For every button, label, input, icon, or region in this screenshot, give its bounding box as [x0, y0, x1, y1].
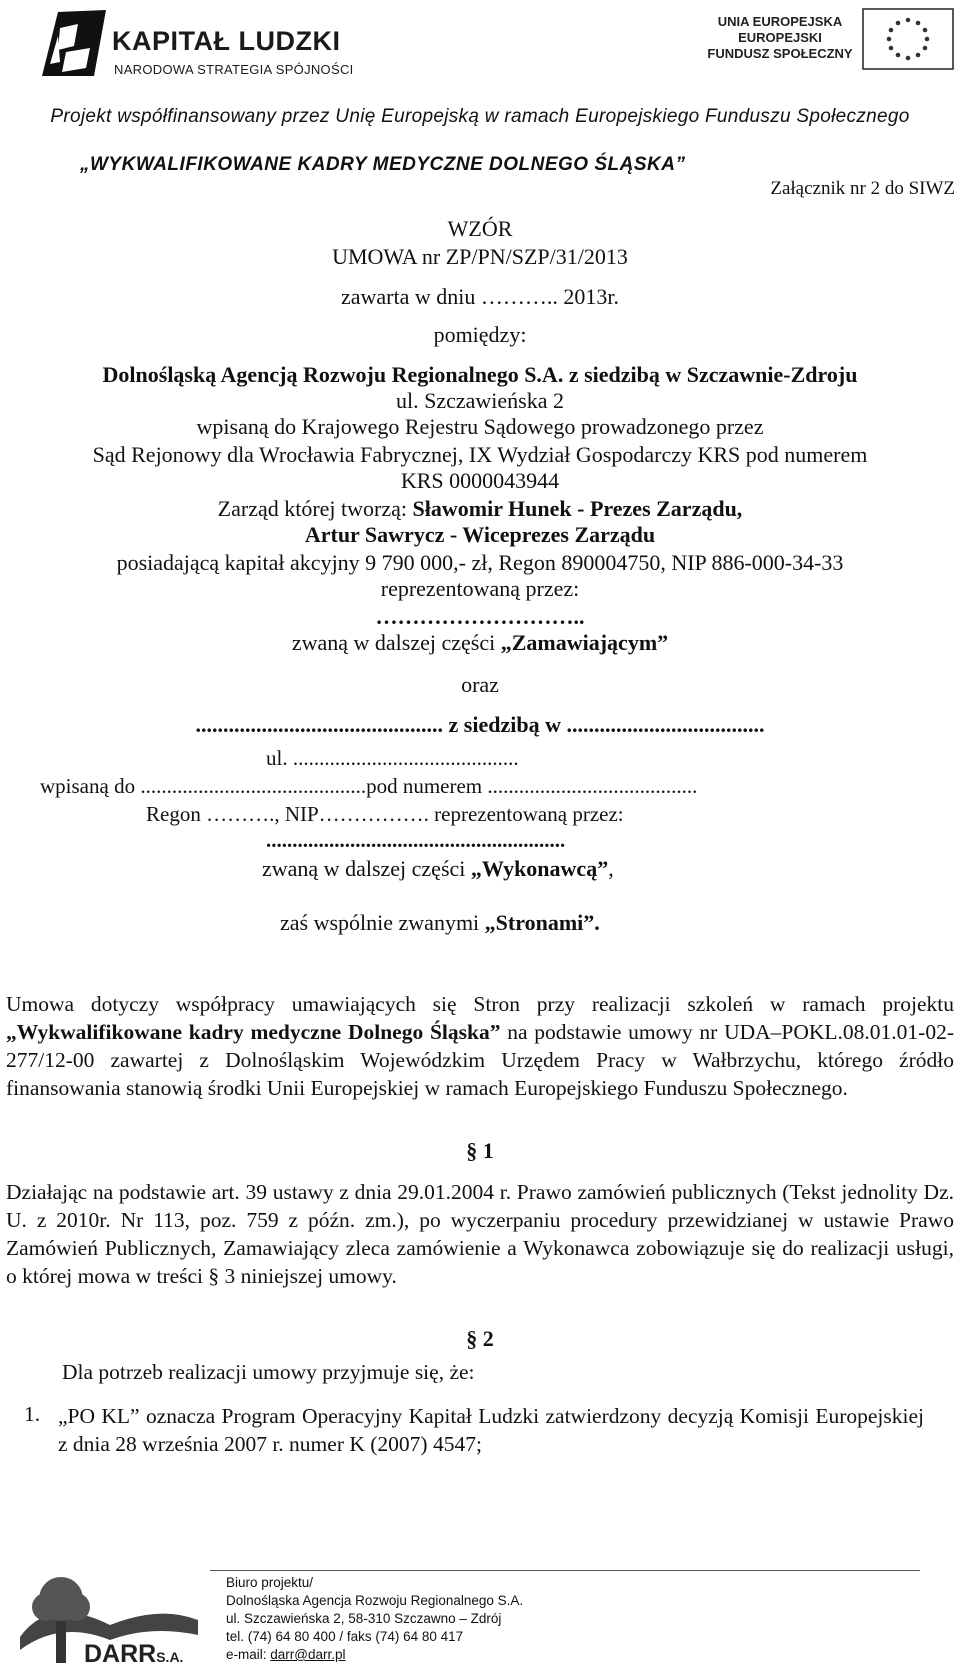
party2-regon-nip: Regon ………., NIP……………. reprezentowaną przez:: [146, 802, 624, 826]
called-prefix-2: zwaną w dalszej części: [262, 856, 471, 881]
ue-logo-line3: FUNDUSZ SPOŁECZNY: [707, 46, 853, 61]
party1-krs: KRS 0000043944: [400, 468, 560, 493]
intro-part1: Umowa dotyczy współpracy umawiających się Stron przy realizacji szkoleń w ramach projektu: [6, 992, 954, 1016]
called-prefix: zwaną w dalszej części: [291, 630, 501, 655]
party2-dots: .........................................................: [266, 828, 566, 852]
project-cofunded-line: Projekt współfinansowany przez Unię Europejską w ramach Europejskiego Funduszu Społecznego: [50, 106, 910, 127]
darr-logo-text: [84, 1640, 183, 1669]
party1-represented: reprezentowaną przez:: [380, 576, 580, 601]
called-zamawiajacy: „Zamawiającym”: [500, 630, 669, 655]
footer-line4: tel. (74) 64 80 400 / faks (74) 64 80 417: [226, 1629, 464, 1644]
footer-line2: Dolnośląska Agencja Rozwoju Regionalnego S.A.: [226, 1593, 524, 1608]
party1-board-line1: [0, 496, 960, 522]
party1-register-line1: wpisaną do Krajowego Rejestru Sądowego prowadzonego przez: [196, 414, 764, 439]
wzor-label: WZÓR: [447, 216, 513, 241]
darr-text: DARR: [84, 1640, 157, 1668]
footer-line3: ul. Szczawieńska 2, 58-310 Szczawno – Zdrój: [226, 1611, 502, 1626]
project-title: „WYKWALIFIKOWANE KADRY MEDYCZNE DOLNEGO ŚLĄSKA”: [80, 154, 686, 175]
footer-line1: Biuro projektu/: [226, 1575, 314, 1590]
board-member-2: Artur Sawrycz - Wiceprezes Zarządu: [304, 522, 656, 547]
section1-heading: § 1: [466, 1138, 494, 1163]
jointly-stronami: „Stronami”.: [484, 910, 600, 935]
agreement-date: zawarta w dniu ……….. 2013r.: [341, 284, 619, 309]
party1-street: ul. Szczawieńska 2: [396, 388, 564, 413]
board-prefix: Zarząd której tworzą:: [217, 496, 413, 521]
kapital-ludzki-subtitle: NARODOWA STRATEGIA SPÓJNOŚCI: [114, 62, 354, 77]
footer-divider: [210, 1570, 920, 1571]
kapital-ludzki-emblem-icon: [38, 6, 110, 80]
agreement-number: UMOWA nr ZP/PN/SZP/31/2013: [332, 244, 628, 269]
section1-paragraph: Działając na podstawie art. 39 ustawy z dnia 29.01.2004 r. Prawo zamówień publicznych (Tekst jednolity Dz. U. z 2010r. Nr 113, poz. 759 z późn. zm.), po wyczerpaniu procedury przewidzianej w ustawie Prawo Zamówień Publicznych, Zamawiający zleca zamówienie a Wykonawca zobowiązuje się do realizacji usługi, o której mowa w treści § 3 niniejszej umowy.: [6, 1180, 954, 1288]
kapital-ludzki-title: KAPITAŁ LUDZKI: [112, 26, 341, 56]
parties-jointly: [280, 910, 600, 936]
darr-suffix: S.A.: [156, 1649, 184, 1665]
jointly-prefix: zaś wspólnie zwanymi: [280, 910, 485, 935]
party1-name: Dolnośląską Agencją Rozwoju Regionalnego S.A. z siedzibą w Szczawnie-Zdroju: [102, 362, 858, 387]
email-label: e-mail:: [226, 1647, 271, 1662]
eu-flag-icon: [862, 8, 954, 70]
party1-register-line2: Sąd Rejonowy dla Wrocławia Fabrycznej, IX Wydział Gospodarczy KRS pod numerem: [92, 442, 868, 467]
section1-text: [6, 1178, 954, 1290]
section2-item1-text: „PO KL” oznacza Program Operacyjny Kapitał Ludzki zatwierdzony decyzją Komisji Europejskiej z dnia 28 września 2007 r. numer K (2007) 4547;: [58, 1404, 924, 1456]
party2-seat: ............................................. z siedzibą w ....................................: [195, 712, 765, 737]
intro-part2: na podstawie umowy nr UDA–POKL.08.01.01-02-277/12-00 zawartej z Dolnośląskim Wojewódzkim Urzędem Pracy w Wałbrzychu, którego źródło finansowania stanowią środki Unii Europejskiej w ramach Europejskiego Funduszu Społecznego.: [6, 1020, 954, 1100]
email-link[interactable]: darr@darr.pl: [270, 1647, 346, 1662]
attachment-label: Załącznik nr 2 do SIWZ: [770, 178, 955, 199]
ue-logo-line2: EUROPEJSKI: [738, 30, 822, 45]
board-member-1: Sławomir Hunek - Prezes Zarządu,: [412, 496, 743, 521]
party1-capital: posiadającą kapitał akcyjny 9 790 000,- zł, Regon 890004750, NIP 886-000-34-33: [116, 550, 844, 575]
party2-register: wpisaną do ...........................................pod numerem ........................................: [40, 774, 698, 798]
section2-item1-number: 1.: [24, 1402, 41, 1426]
party1-called: [0, 630, 960, 656]
ue-logo-line1: UNIA EUROPEJSKA: [717, 14, 843, 29]
section2-intro: Dla potrzeb realizacji umowy przyjmuje się, że:: [62, 1360, 475, 1384]
intro-project-name: „Wykwalifikowane kadry medyczne Dolnego Śląska”: [6, 1020, 501, 1044]
kapital-ludzki-logo: [38, 6, 110, 80]
called-suffix-2: ,: [608, 856, 614, 881]
oraz-label: oraz: [461, 672, 499, 697]
between-label: pomiędzy:: [433, 322, 527, 347]
section2-heading: § 2: [466, 1326, 494, 1351]
party2-street: ul. ...........................................: [266, 746, 519, 770]
intro-paragraph: [6, 990, 954, 1102]
party1-dots: ………………………..: [375, 604, 585, 629]
footer-email-line: [226, 1647, 346, 1662]
called-wykonawca: „Wykonawcą”: [470, 856, 609, 881]
party2-called: [262, 856, 614, 882]
